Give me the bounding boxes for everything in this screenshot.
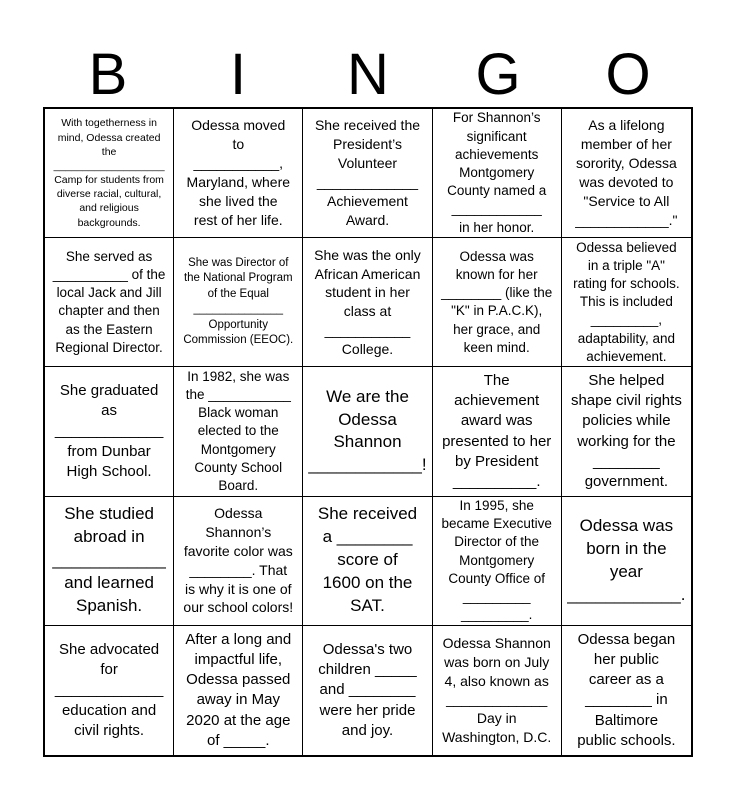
- bingo-cell-18: [303, 497, 432, 626]
- bingo-cell-9: [433, 238, 562, 367]
- bingo-cell-10: [562, 238, 691, 367]
- bingo-cell-20: [562, 497, 691, 626]
- cell-text: We are the Odessa Shannon ____________!: [308, 386, 427, 475]
- bingo-cell-5: [562, 109, 691, 238]
- cell-text: She helped shape civil rights policies while working for the ________ government.: [570, 371, 682, 490]
- cell-text: She received the President’s Volunteer _____________ Achievement Award.: [314, 117, 421, 228]
- bingo-cell-23: [303, 626, 432, 755]
- bingo-cell-7: [174, 238, 303, 367]
- bingo-cell-25: [562, 626, 691, 755]
- cell-text: After a long and impactful life, Odessa passed away in May 2020 at the age of _____.: [185, 630, 292, 749]
- bingo-cell-15: [562, 367, 691, 496]
- cell-text: She advocated for _____________ education and civil rights.: [54, 640, 164, 739]
- bingo-cell-21: [45, 626, 174, 755]
- bingo-cell-6: [45, 238, 174, 367]
- cell-text: She served as __________ of the local Jack and Jill chapter and then as the Eastern Regional Director.: [52, 248, 166, 355]
- cell-text: Odessa moved to ___________, Maryland, where she lived the rest of her life.: [186, 117, 291, 228]
- bingo-cell-19: [433, 497, 562, 626]
- cell-text: Odessa Shannon was born on July 4, also known as _____________ Day in Washington, D.C.: [442, 634, 552, 746]
- cell-text: She studied abroad in ____________ and learned Spanish.: [52, 504, 166, 616]
- cell-text: Odessa's two children _____ and ________ were her pride and joy.: [318, 640, 417, 739]
- bingo-cell-16: [45, 497, 174, 626]
- bingo-cell-8: [303, 238, 432, 367]
- bingo-cell-24: [433, 626, 562, 755]
- bingo-cell-12: [174, 367, 303, 496]
- bingo-cell-22: [174, 626, 303, 755]
- cell-text: She graduated as _____________ from Dunbar High School.: [54, 381, 164, 480]
- header-letter-b: B: [88, 42, 128, 107]
- header-letter-o: O: [605, 42, 651, 107]
- bingo-cell-3: [303, 109, 432, 238]
- bingo-cell-14: [433, 367, 562, 496]
- bingo-cell-17: [174, 497, 303, 626]
- cell-text: For Shannon’s significant achievements Montgomery County named a ____________ in her honor.: [447, 110, 547, 235]
- bingo-cell-11: [45, 367, 174, 496]
- bingo-card-grid: [43, 107, 693, 757]
- cell-text: Odessa was born in the year ____________.: [567, 515, 686, 604]
- cell-text: Odessa believed in a triple "A" rating for schools. This is included _________, adaptability, and achievement.: [573, 239, 680, 364]
- bingo-cell-4: [433, 109, 562, 238]
- cell-text: She was the only African American student in her class at ___________ College.: [314, 246, 421, 358]
- cell-text: Odessa was known for her ________ (like the "K" in P.A.C.K), her grace, and keen mind.: [441, 248, 553, 355]
- bingo-cell-1: [45, 109, 174, 238]
- bingo-cell-2: [174, 109, 303, 238]
- cell-text: Odessa began her public career as a ________ in Baltimore public schools.: [577, 630, 676, 749]
- cell-text: She was Director of the National Program of the Equal ______________ Opportunity Commission (EEOC).: [183, 256, 294, 347]
- cell-text: Odessa Shannon’s favorite color was ________. That is why it is one of our school colors!: [183, 505, 294, 616]
- header-letter-n: N: [347, 42, 389, 107]
- cell-text: In 1982, she was the ___________ Black woman elected to the Montgomery County School Board.: [185, 368, 291, 494]
- cell-text: She received a ________ score of 1600 on the SAT.: [317, 504, 418, 616]
- bingo-header: [43, 42, 693, 108]
- cell-text: As a lifelong member of her sorority, Odessa was devoted to "Service to All ____________.": [575, 117, 678, 228]
- cell-text: With togetherness in mind, Odessa created the ___________________ Camp for students from diverse racial, cultural, and religious backgrounds.: [53, 117, 165, 229]
- cell-text: In 1995, she became Executive Director of the Montgomery County Office of _________ _________.: [441, 497, 552, 623]
- header-letter-i: I: [229, 42, 247, 107]
- header-letter-g: G: [475, 42, 521, 107]
- bingo-cell-13-free: [303, 367, 432, 496]
- cell-text: The achievement award was presented to her by President __________.: [442, 371, 552, 490]
